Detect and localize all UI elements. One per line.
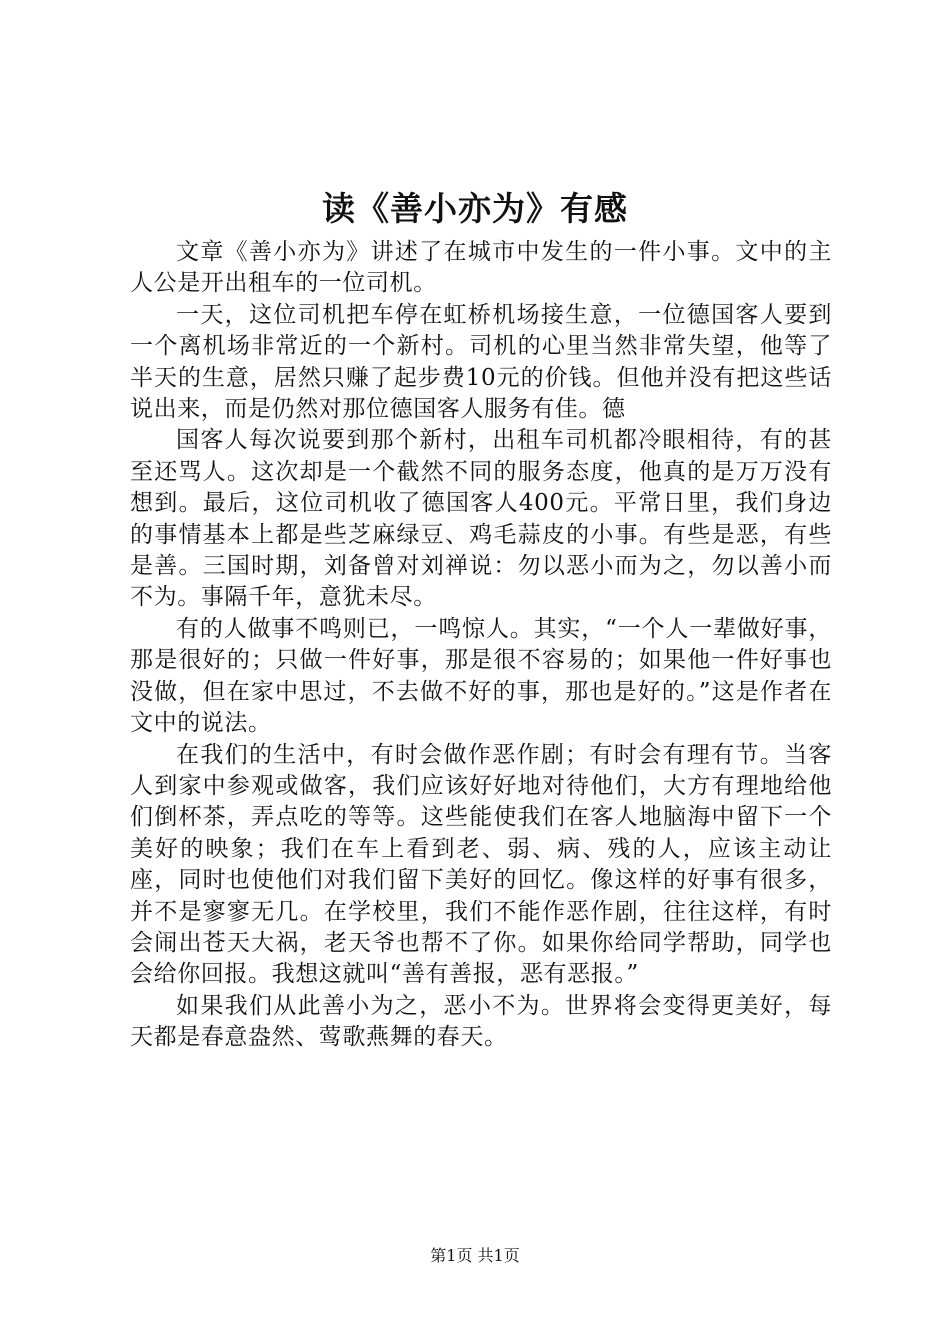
paragraph-3: 国客人每次说要到那个新村，出租车司机都冷眼相待，有的甚至还骂人。这次却是一个截然不同的服务态度，他真的是万万没有想到。最后，这位司机收了德国客人400元。平常日里，我们身边的事情基本上都是些芝麻绿豆、鸡毛蒜皮的小事。有些是恶，有些是善。三国时期，刘备曾对刘禅说：勿以恶小而为之，勿以善小而不为。事隔千年，意犹未尽。	[130, 427, 832, 611]
document-title: 读《善小亦为》有感	[322, 189, 628, 228]
paragraph-4: 有的人做事不鸣则已，一鸣惊人。其实，“一个人一辈做好事，那是很好的；只做一件好事，那是很不容易的；如果他一件好事也没做，但在家中思过，不去做不好的事，那也是好的。”这是作者在文中的说法。	[130, 615, 832, 737]
paragraph-6: 如果我们从此善小为之，恶小不为。世界将会变得更美好，每天都是春意盎然、莺歌燕舞的春天。	[130, 992, 832, 1051]
paragraph-1: 文章《善小亦为》讲述了在城市中发生的一件小事。文中的主人公是开出租车的一位司机。	[130, 239, 832, 297]
paragraph-5: 在我们的生活中，有时会做作恶作剧；有时会有理有节。当客人到家中参观或做客，我们应该好好地对待他们，大方有理地给他们倒杯茶，弄点吃的等等。这些能使我们在客人地脑海中留下一个美好的映象；我们在车上看到老、弱、病、残的人，应该主动让座，同时也使他们对我们留下美好的回忆。像这样的好事有很多，并不是寥寥无几。在学校里，我们不能作恶作剧，往往这样，有时会闹出苍天大祸，老天爷也帮不了你。如果你给同学帮助，同学也会给你回报。我想这就叫“善有善报，恶有恶报。”	[130, 741, 832, 988]
page-footer: 第1页 共1页	[430, 1246, 520, 1265]
paragraph-2: 一天，这位司机把车停在虹桥机场接生意，一位德国客人要到一个离机场非常近的一个新村。司机的心里当然非常失望，他等了半天的生意，居然只赚了起步费10元的价钱。但他并没有把这些话说出来，而是仍然对那位德国客人服务有佳。德	[130, 301, 832, 423]
document-body	[130, 237, 832, 1054]
